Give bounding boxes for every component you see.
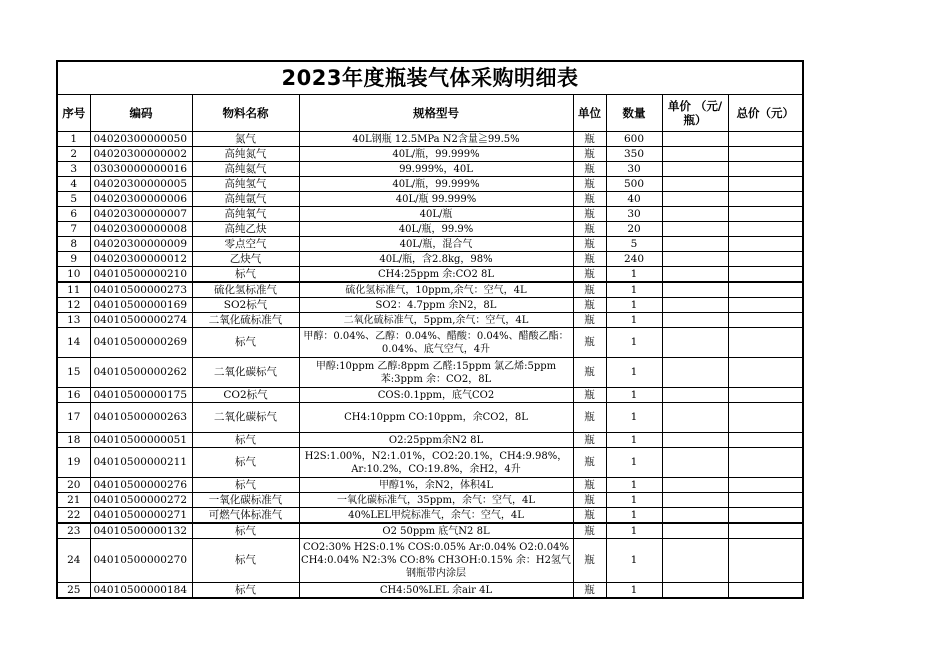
cell-unit-price[interactable]: [662, 132, 728, 147]
cell-code[interactable]: 04010500000211: [90, 448, 192, 478]
cell-spec[interactable]: 二氧化硫标准气，5ppm,余气：空气，4L: [299, 313, 573, 328]
header-qty[interactable]: 数量: [606, 95, 662, 132]
cell-seq[interactable]: 14: [57, 328, 90, 358]
cell-unit[interactable]: 瓶: [573, 403, 606, 433]
cell-spec[interactable]: 甲醇:10ppm 乙醇:8ppm 乙醛:15ppm 氯乙烯:5ppm 苯:3ppm 余：CO2，8L: [299, 358, 573, 388]
cell-unit[interactable]: 瓶: [573, 313, 606, 328]
cell-qty[interactable]: 1: [606, 583, 662, 599]
cell-qty[interactable]: 1: [606, 478, 662, 493]
cell-code[interactable]: 04010500000276: [90, 478, 192, 493]
cell-unit[interactable]: 瓶: [573, 222, 606, 237]
table-row: [57, 388, 803, 403]
cell-qty[interactable]: 1: [606, 508, 662, 524]
cell-total[interactable]: [728, 237, 803, 252]
cell-spec[interactable]: SO2：4.7ppm 余N2，8L: [299, 298, 573, 313]
cell-unit-price[interactable]: [662, 403, 728, 433]
cell-name[interactable]: 高纯氩气: [192, 192, 299, 207]
header-unit-price[interactable]: 单价 （元/瓶）: [662, 95, 728, 132]
cell-spec[interactable]: 40L钢瓶 12.5MPa N2含量≧99.5%: [299, 132, 573, 147]
cell-name[interactable]: 高纯氮气: [192, 147, 299, 162]
table-row: [57, 523, 803, 539]
cell-seq[interactable]: 12: [57, 298, 90, 313]
table-row: [57, 583, 803, 599]
cell-unit-price[interactable]: [662, 358, 728, 388]
cell-seq[interactable]: 19: [57, 448, 90, 478]
cell-qty[interactable]: 30: [606, 162, 662, 177]
cell-unit[interactable]: 瓶: [573, 192, 606, 207]
cell-code[interactable]: 04010500000263: [90, 403, 192, 433]
cell-code[interactable]: 04020300000002: [90, 147, 192, 162]
cell-name[interactable]: 标气: [192, 328, 299, 358]
cell-qty[interactable]: 1: [606, 282, 662, 298]
cell-code[interactable]: 04010500000274: [90, 313, 192, 328]
cell-total[interactable]: [728, 433, 803, 448]
cell-name[interactable]: 标气: [192, 523, 299, 539]
cell-unit[interactable]: 瓶: [573, 433, 606, 448]
cell-unit[interactable]: 瓶: [573, 132, 606, 147]
cell-name[interactable]: 标气: [192, 539, 299, 583]
cell-unit-price[interactable]: [662, 388, 728, 403]
cell-qty[interactable]: 1: [606, 313, 662, 328]
cell-spec[interactable]: 40L/瓶，混合气: [299, 237, 573, 252]
cell-unit-price[interactable]: [662, 493, 728, 508]
cell-seq[interactable]: 5: [57, 192, 90, 207]
cell-code[interactable]: 04010500000270: [90, 539, 192, 583]
cell-total[interactable]: [728, 192, 803, 207]
cell-code[interactable]: 04010500000132: [90, 523, 192, 539]
header-unit[interactable]: 单位: [573, 95, 606, 132]
cell-spec[interactable]: O2 50ppm 底气N2 8L: [299, 523, 573, 539]
table-row: [57, 252, 803, 267]
cell-spec[interactable]: 一氧化碳标准气，35ppm，余气：空气，4L: [299, 493, 573, 508]
cell-spec[interactable]: CH4:10ppm CO:10ppm，余CO2，8L: [299, 403, 573, 433]
table-row: [57, 192, 803, 207]
cell-total[interactable]: [728, 177, 803, 192]
cell-unit-price[interactable]: [662, 177, 728, 192]
cell-name[interactable]: 标气: [192, 267, 299, 283]
cell-qty[interactable]: 600: [606, 132, 662, 147]
cell-unit-price[interactable]: [662, 313, 728, 328]
cell-unit[interactable]: 瓶: [573, 207, 606, 222]
cell-unit-price[interactable]: [662, 433, 728, 448]
cell-name[interactable]: 硫化氢标准气: [192, 282, 299, 298]
cell-name[interactable]: 标气: [192, 448, 299, 478]
cell-name[interactable]: 二氧化碳标气: [192, 358, 299, 388]
cell-code[interactable]: 04010500000175: [90, 388, 192, 403]
cell-unit[interactable]: 瓶: [573, 508, 606, 524]
cell-total[interactable]: [728, 328, 803, 358]
cell-total[interactable]: [728, 358, 803, 388]
table-row: [57, 508, 803, 524]
table-row: [57, 162, 803, 177]
cell-qty[interactable]: 5: [606, 237, 662, 252]
cell-unit[interactable]: 瓶: [573, 147, 606, 162]
cell-seq[interactable]: 15: [57, 358, 90, 388]
header-name[interactable]: 物料名称: [192, 95, 299, 132]
cell-total[interactable]: [728, 523, 803, 539]
cell-total[interactable]: [728, 132, 803, 147]
table-row: [57, 132, 803, 147]
cell-unit[interactable]: 瓶: [573, 388, 606, 403]
cell-spec[interactable]: 40L/瓶，含2.8kg，98%: [299, 252, 573, 267]
cell-qty[interactable]: 350: [606, 147, 662, 162]
cell-code[interactable]: 04010500000273: [90, 282, 192, 298]
cell-qty[interactable]: 1: [606, 358, 662, 388]
cell-qty[interactable]: 1: [606, 388, 662, 403]
cell-qty[interactable]: 1: [606, 493, 662, 508]
cell-spec[interactable]: 硫化氢标准气，10ppm,余气：空气，4L: [299, 282, 573, 298]
cell-seq[interactable]: 1: [57, 132, 90, 147]
cell-spec[interactable]: 40L/瓶，99.9%: [299, 222, 573, 237]
cell-code[interactable]: 04010500000272: [90, 493, 192, 508]
cell-unit-price[interactable]: [662, 478, 728, 493]
cell-qty[interactable]: 500: [606, 177, 662, 192]
header-total[interactable]: 总价（元）: [728, 95, 803, 132]
cell-code[interactable]: 04010500000271: [90, 508, 192, 524]
cell-code[interactable]: 03030000000016: [90, 162, 192, 177]
table-row: [57, 207, 803, 222]
cell-total[interactable]: [728, 222, 803, 237]
cell-seq[interactable]: 10: [57, 267, 90, 283]
cell-name[interactable]: 高纯氢气: [192, 177, 299, 192]
cell-seq[interactable]: 7: [57, 222, 90, 237]
table-row: [57, 493, 803, 508]
cell-unit[interactable]: 瓶: [573, 583, 606, 599]
cell-code[interactable]: 04020300000012: [90, 252, 192, 267]
table-row: [57, 358, 803, 388]
table-row: [57, 147, 803, 162]
table-row: [57, 433, 803, 448]
cell-total[interactable]: [728, 539, 803, 583]
cell-seq[interactable]: 24: [57, 539, 90, 583]
cell-unit[interactable]: 瓶: [573, 252, 606, 267]
cell-total[interactable]: [728, 162, 803, 177]
cell-name[interactable]: 零点空气: [192, 237, 299, 252]
table-row: [57, 177, 803, 192]
cell-code[interactable]: 04020300000005: [90, 177, 192, 192]
cell-name[interactable]: 一氧化碳标准气: [192, 493, 299, 508]
cell-unit-price[interactable]: [662, 207, 728, 222]
cell-spec[interactable]: H2S:1.00%，N2:1.01%，CO2:20.1%，CH4:9.98%，Ar:10.2%，CO:19.8%，余H2，4升: [299, 448, 573, 478]
header-seq[interactable]: 序号: [57, 95, 90, 132]
cell-code[interactable]: 04010500000169: [90, 298, 192, 313]
cell-total[interactable]: [728, 282, 803, 298]
cell-spec[interactable]: CH4:50%LEL 余air 4L: [299, 583, 573, 599]
table-row: [57, 539, 803, 583]
cell-seq[interactable]: 11: [57, 282, 90, 298]
cell-code[interactable]: 04010500000262: [90, 358, 192, 388]
cell-seq[interactable]: 2: [57, 147, 90, 162]
cell-spec[interactable]: COS:0.1ppm，底气CO2: [299, 388, 573, 403]
cell-name[interactable]: 标气: [192, 478, 299, 493]
table-row: [57, 313, 803, 328]
cell-qty[interactable]: 1: [606, 523, 662, 539]
title-row: [57, 61, 803, 95]
table-row: [57, 448, 803, 478]
cell-spec[interactable]: 40L/瓶: [299, 207, 573, 222]
cell-qty[interactable]: 1: [606, 539, 662, 583]
table-row: [57, 282, 803, 298]
cell-spec[interactable]: 甲醇1%，余N2，体积4L: [299, 478, 573, 493]
cell-unit[interactable]: 瓶: [573, 358, 606, 388]
cell-total[interactable]: [728, 403, 803, 433]
cell-qty[interactable]: 1: [606, 433, 662, 448]
cell-code[interactable]: 04010500000210: [90, 267, 192, 283]
cell-name[interactable]: SO2标气: [192, 298, 299, 313]
cell-name[interactable]: 二氧化碳标气: [192, 403, 299, 433]
sheet-title[interactable]: 2023年度瓶装气体采购明细表: [57, 61, 803, 95]
cell-unit-price[interactable]: [662, 222, 728, 237]
cell-unit-price[interactable]: [662, 162, 728, 177]
cell-qty[interactable]: 1: [606, 267, 662, 283]
cell-unit[interactable]: 瓶: [573, 328, 606, 358]
cell-seq[interactable]: 6: [57, 207, 90, 222]
cell-seq[interactable]: 17: [57, 403, 90, 433]
cell-qty[interactable]: 240: [606, 252, 662, 267]
cell-code[interactable]: 04010500000184: [90, 583, 192, 599]
cell-unit[interactable]: 瓶: [573, 162, 606, 177]
header-row: [57, 95, 803, 132]
cell-name[interactable]: 可燃气体标准气: [192, 508, 299, 524]
cell-spec[interactable]: 40%LEL甲烷标准气，余气：空气，4L: [299, 508, 573, 524]
cell-total[interactable]: [728, 508, 803, 524]
cell-total[interactable]: [728, 583, 803, 599]
cell-seq[interactable]: 13: [57, 313, 90, 328]
cell-qty[interactable]: 40: [606, 192, 662, 207]
cell-total[interactable]: [728, 313, 803, 328]
cell-unit[interactable]: 瓶: [573, 478, 606, 493]
cell-spec[interactable]: O2:25ppm余N2 8L: [299, 433, 573, 448]
cell-total[interactable]: [728, 252, 803, 267]
cell-unit[interactable]: 瓶: [573, 298, 606, 313]
cell-seq[interactable]: 23: [57, 523, 90, 539]
cell-name[interactable]: 高纯氦气: [192, 162, 299, 177]
cell-seq[interactable]: 9: [57, 252, 90, 267]
cell-unit-price[interactable]: [662, 192, 728, 207]
cell-code[interactable]: 04020300000006: [90, 192, 192, 207]
table-body: [57, 132, 803, 599]
cell-unit[interactable]: 瓶: [573, 177, 606, 192]
cell-unit[interactable]: 瓶: [573, 448, 606, 478]
cell-name[interactable]: 高纯氧气: [192, 207, 299, 222]
cell-name[interactable]: 氮气: [192, 132, 299, 147]
cell-unit-price[interactable]: [662, 147, 728, 162]
cell-unit-price[interactable]: [662, 583, 728, 599]
table-row: [57, 237, 803, 252]
cell-qty[interactable]: 1: [606, 403, 662, 433]
cell-total[interactable]: [728, 267, 803, 283]
cell-seq[interactable]: 8: [57, 237, 90, 252]
header-spec[interactable]: 规格型号: [299, 95, 573, 132]
cell-seq[interactable]: 3: [57, 162, 90, 177]
cell-spec[interactable]: 40L/瓶，99.999%: [299, 177, 573, 192]
cell-spec[interactable]: CO2:30% H2S:0.1% COS:0.05% Ar:0.04% O2:0.04% CH4:0.04% N2:3% CO:8% CH3OH:0.15% 余：H2氢气 钢瓶带内涂层: [299, 539, 573, 583]
cell-unit[interactable]: 瓶: [573, 282, 606, 298]
cell-name[interactable]: CO2标气: [192, 388, 299, 403]
cell-spec[interactable]: 40L/瓶 99.999%: [299, 192, 573, 207]
cell-unit-price[interactable]: [662, 267, 728, 283]
cell-qty[interactable]: 1: [606, 328, 662, 358]
header-code[interactable]: 编码: [90, 95, 192, 132]
cell-name[interactable]: 二氧化硫标准气: [192, 313, 299, 328]
cell-code[interactable]: 04010500000269: [90, 328, 192, 358]
cell-code[interactable]: 04020300000050: [90, 132, 192, 147]
cell-total[interactable]: [728, 478, 803, 493]
cell-unit-price[interactable]: [662, 252, 728, 267]
cell-qty[interactable]: 20: [606, 222, 662, 237]
cell-unit-price[interactable]: [662, 237, 728, 252]
cell-total[interactable]: [728, 207, 803, 222]
cell-unit-price[interactable]: [662, 523, 728, 539]
cell-qty[interactable]: 1: [606, 448, 662, 478]
cell-total[interactable]: [728, 448, 803, 478]
cell-spec[interactable]: 甲醇：0.04%、乙醇：0.04%、醋酸：0.04%、醋酸乙酯：0.04%、底气空气，4升: [299, 328, 573, 358]
cell-seq[interactable]: 4: [57, 177, 90, 192]
cell-name[interactable]: 乙炔气: [192, 252, 299, 267]
table-row: [57, 403, 803, 433]
cell-seq[interactable]: 20: [57, 478, 90, 493]
cell-code[interactable]: 04010500000051: [90, 433, 192, 448]
cell-code[interactable]: 04020300000008: [90, 222, 192, 237]
cell-total[interactable]: [728, 147, 803, 162]
cell-spec[interactable]: 99.999%，40L: [299, 162, 573, 177]
cell-name[interactable]: 标气: [192, 433, 299, 448]
cell-seq[interactable]: 25: [57, 583, 90, 599]
cell-code[interactable]: 04020300000007: [90, 207, 192, 222]
cell-unit-price[interactable]: [662, 539, 728, 583]
cell-total[interactable]: [728, 493, 803, 508]
cell-unit[interactable]: 瓶: [573, 539, 606, 583]
cell-unit[interactable]: 瓶: [573, 237, 606, 252]
cell-unit[interactable]: 瓶: [573, 267, 606, 283]
cell-total[interactable]: [728, 388, 803, 403]
cell-unit[interactable]: 瓶: [573, 523, 606, 539]
cell-unit-price[interactable]: [662, 508, 728, 524]
cell-unit-price[interactable]: [662, 448, 728, 478]
cell-seq[interactable]: 22: [57, 508, 90, 524]
table-row: [57, 222, 803, 237]
cell-qty[interactable]: 1: [606, 298, 662, 313]
table-row: [57, 328, 803, 358]
table-row: [57, 267, 803, 283]
table-row: [57, 478, 803, 493]
cell-code[interactable]: 04020300000009: [90, 237, 192, 252]
procurement-table: [56, 60, 804, 599]
cell-spec[interactable]: 40L/瓶，99.999%: [299, 147, 573, 162]
cell-unit[interactable]: 瓶: [573, 493, 606, 508]
cell-unit-price[interactable]: [662, 282, 728, 298]
cell-unit-price[interactable]: [662, 298, 728, 313]
table-row: [57, 298, 803, 313]
cell-name[interactable]: 高纯乙炔: [192, 222, 299, 237]
cell-seq[interactable]: 16: [57, 388, 90, 403]
cell-seq[interactable]: 18: [57, 433, 90, 448]
cell-seq[interactable]: 21: [57, 493, 90, 508]
cell-total[interactable]: [728, 298, 803, 313]
cell-qty[interactable]: 30: [606, 207, 662, 222]
cell-name[interactable]: 标气: [192, 583, 299, 599]
cell-unit-price[interactable]: [662, 328, 728, 358]
cell-spec[interactable]: CH4:25ppm 余:CO2 8L: [299, 267, 573, 283]
